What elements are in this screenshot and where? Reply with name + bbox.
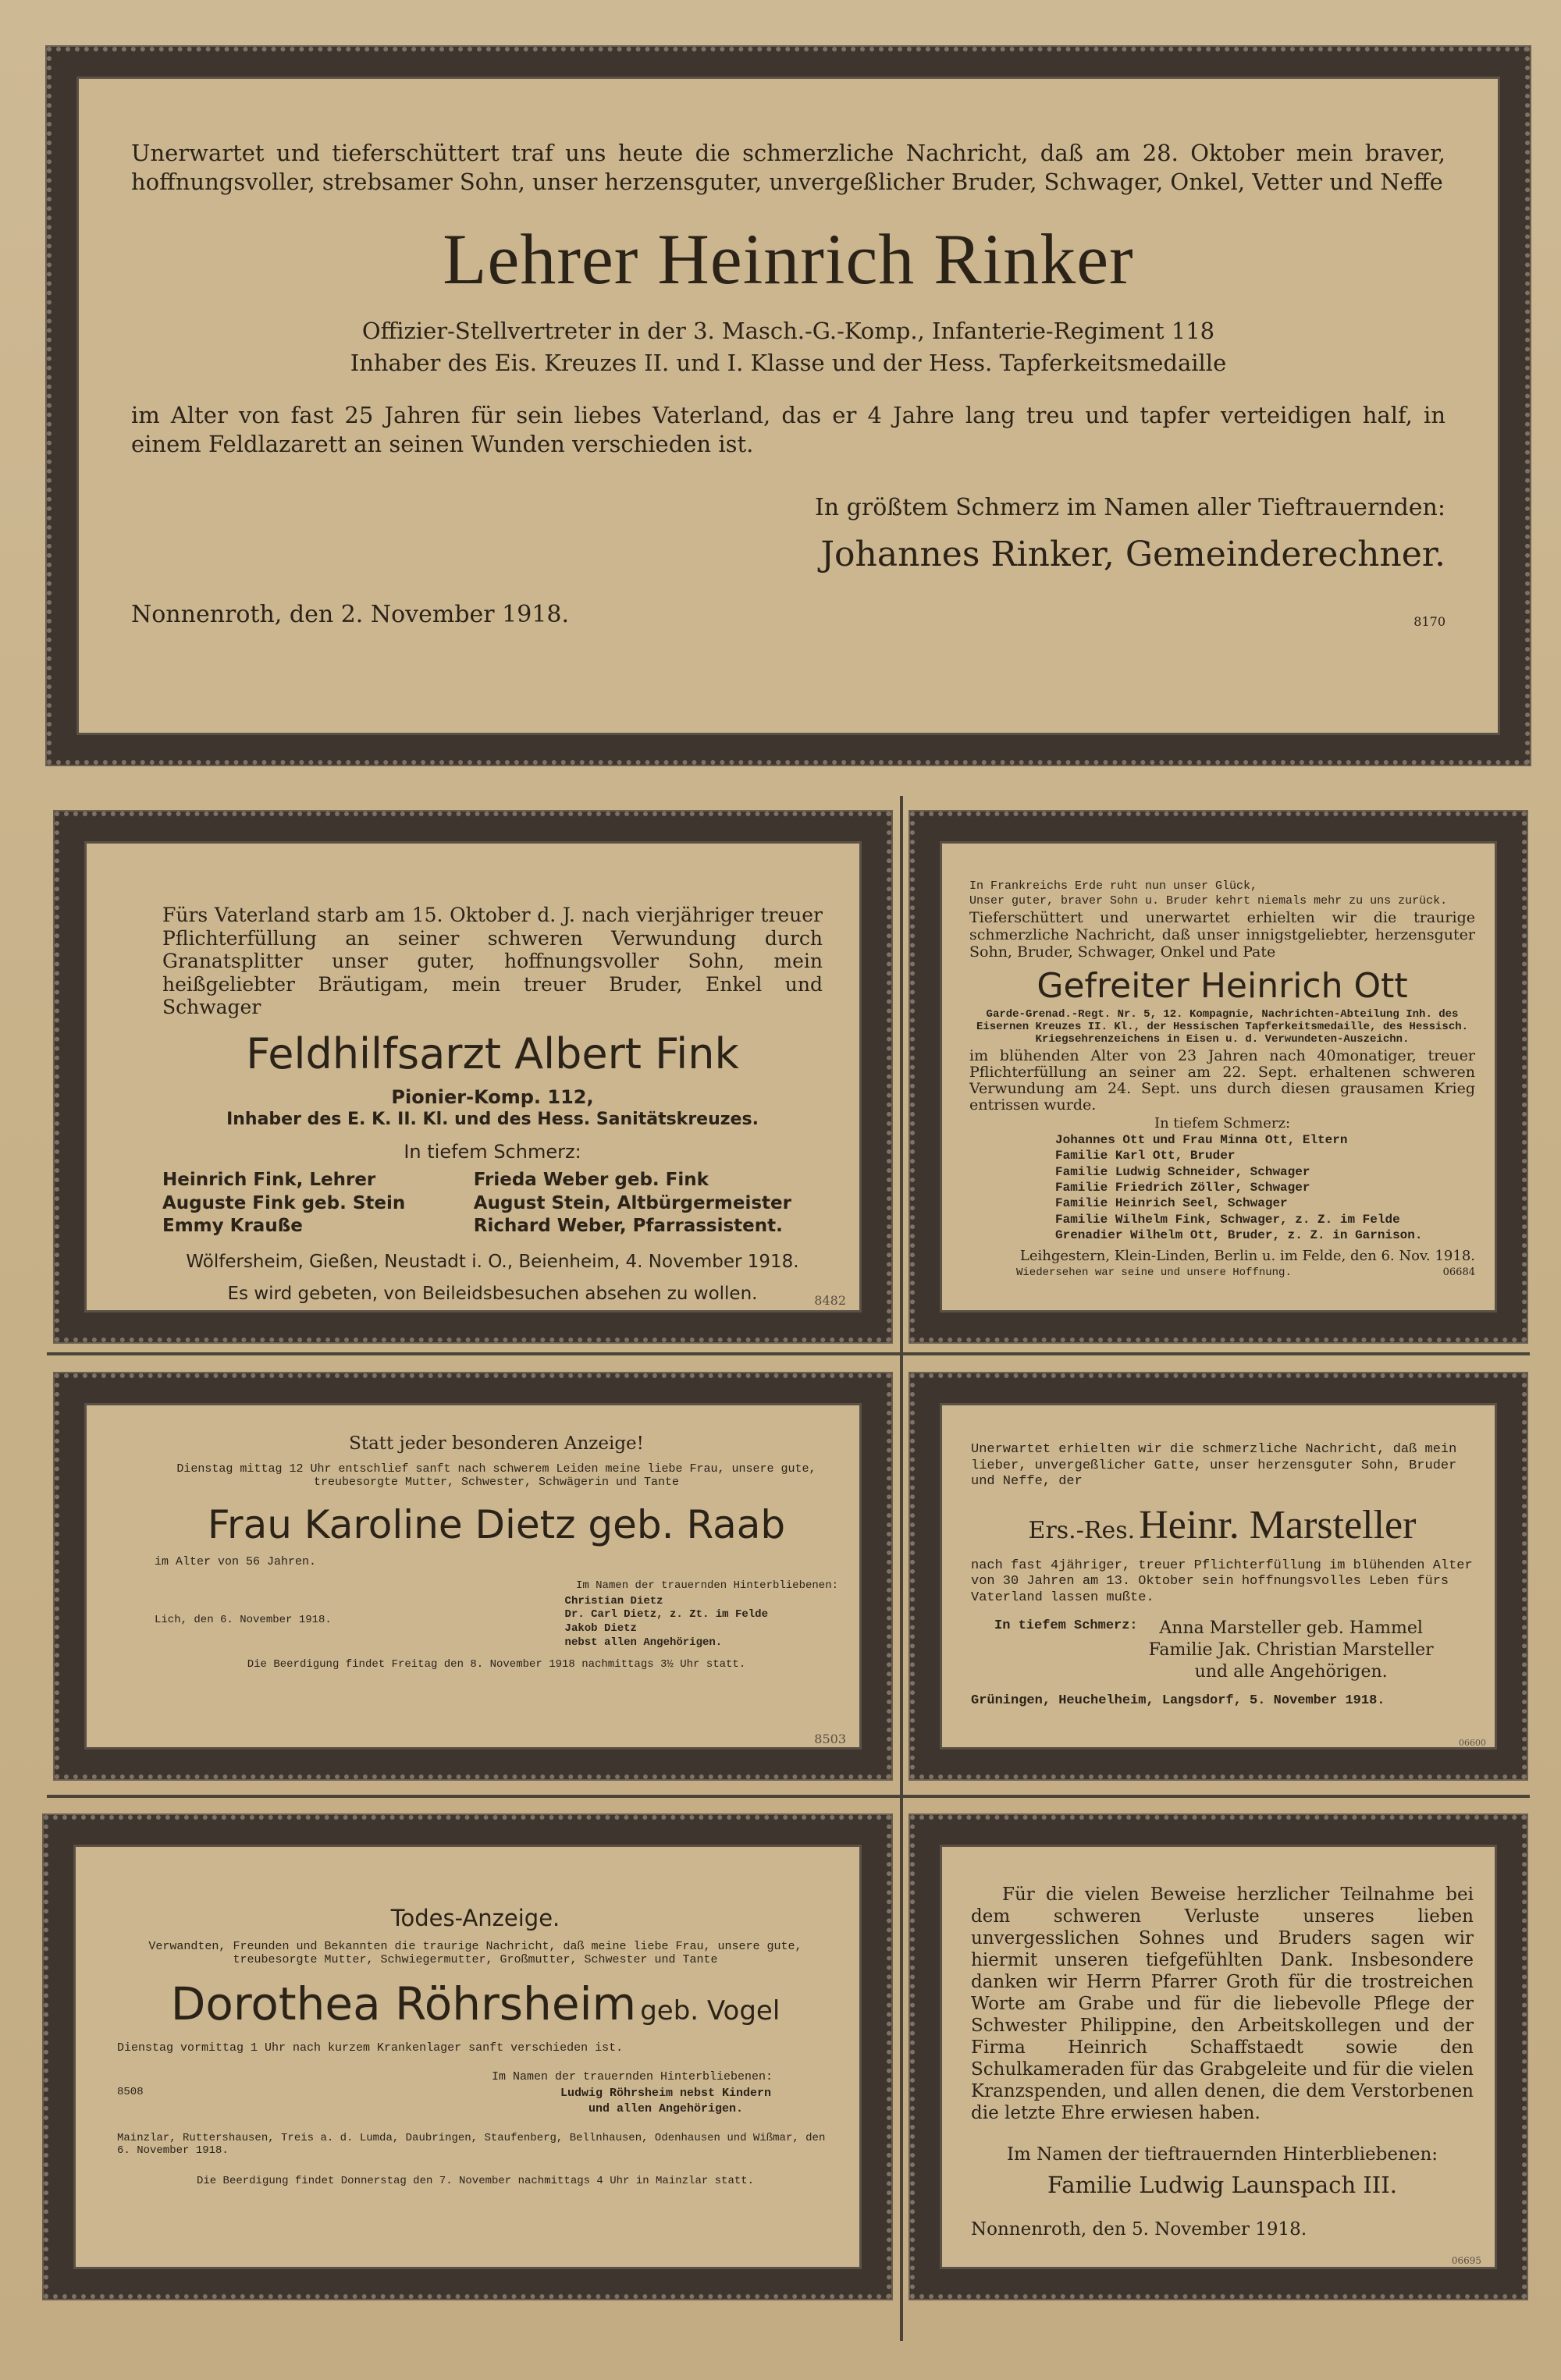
launspach-signer: Familie Ludwig Launspach III.: [1047, 2171, 1397, 2198]
dietz-mourners: [565, 1595, 768, 1651]
roehrsheim-name-line: [117, 1975, 834, 2033]
marsteller-place-date: Grüningen, Heuchelheim, Langsdorf, 5. November 1918.: [971, 1693, 1385, 1709]
roehrsheim-mourners: [560, 2086, 771, 2115]
launspach-mourning: Im Namen der tieftrauernden Hinterbliebenen:: [1006, 2144, 1438, 2165]
fink-mourner: Auguste Fink geb. Stein: [162, 1192, 406, 1213]
dietz-mourner: Dr. Carl Dietz, z. Zt. im Felde: [564, 1608, 768, 1622]
ott-mourner: Grenadier Wilhelm Ott, Bruder, z. Z. in Garnison.: [1055, 1228, 1423, 1243]
ott-mourner: Familie Karl Ott, Bruder: [1055, 1149, 1236, 1163]
marsteller-mourner: Anna Marsteller geb. Hammel: [1159, 1618, 1423, 1638]
dietz-mourner: Jakob Dietz: [564, 1622, 637, 1636]
dietz-mourner: Christian Dietz: [564, 1594, 663, 1607]
roehrsheim-name: Dorothea Röhrsheim: [170, 1977, 637, 2030]
fink-mourner: Emmy Krauße: [162, 1216, 303, 1237]
ott-mourning: In tiefem Schmerz:: [1154, 1114, 1291, 1131]
marsteller-intro: Unerwartet erhielten wir die schmerzliche Nachricht, daß mein lieber, unvergeßlicher Gatte, unser herzensguter Sohn, Bruder und Neffe, der: [971, 1442, 1457, 1490]
notice-fink: [55, 812, 891, 1342]
fink-mourners: [162, 1169, 823, 1238]
rinker-name: Lehrer Heinrich Rinker: [443, 219, 1134, 300]
fink-mourner: Frieda Weber geb. Fink: [473, 1170, 709, 1191]
marsteller-name: Heinr. Marsteller: [1139, 1503, 1417, 1548]
launspach-ad-number: 06695: [1451, 2255, 1481, 2266]
marsteller-mourner: und alle Angehörigen.: [1194, 1662, 1388, 1682]
marsteller-name-line: [971, 1500, 1474, 1552]
roehrsheim-name-suffix: geb. Vogel: [640, 1995, 780, 2027]
rinker-ad-number: 8170: [1413, 614, 1445, 630]
roehrsheim-mourning: Im Namen der trauernden Hinterbliebenen:: [492, 2070, 773, 2084]
notice-dietz: [55, 1373, 891, 1779]
dietz-ad-number: 8503: [814, 1732, 846, 1746]
ott-mourner: Familie Ludwig Schneider, Schwager: [1055, 1164, 1310, 1179]
rinker-place-date: Nonnenroth, den 2. November 1918.: [131, 601, 570, 629]
marsteller-mourner: Familie Jak. Christian Marsteller: [1148, 1640, 1434, 1661]
marsteller-ad-number: 06600: [1459, 1738, 1486, 1748]
notice-ott: [910, 812, 1527, 1342]
roehrsheim-intro: Verwandten, Freunden und Bekannten die traurige Nachricht, daß meine liebe Frau, unsere gute, treubesorgte Mutter, Schwiegermutter, Großmutter, Schwester und Tante: [148, 1940, 802, 1966]
fink-ad-number: 8482: [814, 1293, 846, 1308]
dietz-header: Statt jeder besonderen Anzeige!: [349, 1433, 644, 1454]
ott-body: im blühenden Alter von 23 Jahren nach 40monatiger, treuer Pflichterfüllung an seiner am 22. Sept. erhaltenen schweren Verwundung am 24. Sept. uns durch diesen grausamen Krieg entrissen wurde.: [969, 1046, 1475, 1114]
notice-roehrsheim: [44, 1815, 891, 2299]
ott-mourner: Familie Wilhelm Fink, Schwager, z. Z. im Felde: [1055, 1212, 1400, 1227]
marsteller-rank: Ers.-Res.: [1028, 1517, 1136, 1545]
ott-mourner: Johannes Ott und Frau Minna Ott, Eltern: [1055, 1132, 1348, 1147]
notice-launspach: [910, 1815, 1527, 2299]
fink-mourners-left: [162, 1169, 405, 1238]
fink-unit-line1: Pionier-Komp. 112,: [391, 1085, 594, 1108]
dietz-name: Frau Karoline Dietz geb. Raab: [207, 1502, 786, 1548]
column-divider: [900, 796, 903, 2341]
ott-mourners: [1055, 1132, 1475, 1244]
rinker-signer: Johannes Rinker, Gemeinderechner.: [820, 534, 1445, 574]
ott-mourner: Familie Friedrich Zöller, Schwager: [1055, 1181, 1310, 1195]
marsteller-body: nach fast 4jähriger, treuer Pflichterfüllung im blühenden Alter von 30 Jahren am 13. Oktober sein hoffnungsvolles Leben fürs Vaterland lassen mußte.: [971, 1558, 1473, 1606]
fink-mourner: Richard Weber, Pfarrassistent.: [473, 1216, 783, 1237]
roehrsheim-funeral: Die Beerdigung findet Donnerstag den 7. November nachmittags 4 Uhr in Mainzlar statt.: [196, 2175, 755, 2188]
dietz-place-date: Lich, den 6. November 1918.: [155, 1613, 332, 1626]
ott-unit: Garde-Grenad.-Regt. Nr. 5, 12. Kompagnie, Nachrichten-Abteilung Inh. des Eisernen Kreuzes II. Kl., der Hessischen Tapferkeitsmedaille, des Hessisch. Kriegsehrenzeichens in Eisen u. d. Verwundeten-Auszeichn.: [976, 1008, 1469, 1046]
dietz-intro: Dienstag mittag 12 Uhr entschlief sanft nach schwerem Leiden meine liebe Frau, unsere gute, treubesorgte Mutter, Schwester, Schwägerin und Tante: [176, 1462, 816, 1489]
ott-motto-line1: In Frankreichs Erde ruht nun unser Glück,: [969, 879, 1258, 893]
row-divider-1: [47, 1352, 1530, 1355]
launspach-place-date: Nonnenroth, den 5. November 1918.: [971, 2219, 1307, 2240]
roehrsheim-body: Dienstag vormittag 1 Uhr nach kurzem Krankenlager sanft verschieden ist.: [117, 2041, 624, 2055]
dietz-mourning: Im Namen der trauernden Hinterbliebenen:: [575, 1579, 838, 1592]
ott-place-date: Leihgestern, Klein-Linden, Berlin u. im Felde, den 6. Nov. 1918.: [1019, 1247, 1475, 1264]
roehrsheim-ad-number: 8508: [117, 2086, 144, 2099]
dietz-mourner: nebst allen Angehörigen.: [564, 1636, 723, 1650]
fink-request: Es wird gebeten, von Beileidsbesuchen absehen zu wollen.: [227, 1283, 758, 1304]
rinker-rank-line2: Inhaber des Eis. Kreuzes II. und I. Klasse und der Hess. Tapferkeitsmedaille: [350, 350, 1227, 377]
marsteller-mourning: In tiefem Schmerz:: [994, 1618, 1138, 1633]
dietz-funeral: Die Beerdigung findet Freitag den 8. November 1918 nachmittags 3½ Uhr statt.: [247, 1658, 746, 1671]
ott-motto-line2: Unser guter, braver Sohn u. Bruder kehrt niemals mehr zu uns zurück.: [969, 894, 1448, 908]
notice-marsteller: [910, 1373, 1527, 1779]
ott-ad-number: 06684: [1442, 1266, 1475, 1278]
marsteller-mourners: [1149, 1618, 1434, 1683]
fink-mourner: Heinrich Fink, Lehrer: [162, 1170, 376, 1191]
marsteller-mourners-block: [971, 1618, 1474, 1683]
row-divider-2: [47, 1795, 1530, 1798]
rinker-intro: Unerwartet und tieferschüttert traf uns heute die schmerzliche Nachricht, daß am 28. Oktober mein braver, hoffnungsvoller, strebsamer Sohn, unser herzensguter, unvergeßlicher Bruder, Schwager, Onkel, Vetter und Neffe: [131, 140, 1445, 196]
roehrsheim-header: Todes-Anzeige.: [390, 1905, 560, 1931]
fink-name: Feldhilfsarzt Albert Fink: [246, 1028, 739, 1078]
launspach-body: Für die vielen Beweise herzlicher Teilnahme bei dem schweren Verluste unseres lieben unvergesslichen Sohnes und Bruders sagen wir hiermit unseren tiefgefühlten Dank. Insbesondere danken wir Herrn Pfarrer Groth für die trostreichen Worte am Grabe und für die liebevolle Pflege der Schwester Philippine, den Arbeitskollegen und der Firma Heinrich Schaffstaedt sowie den Schulkameraden für das Grabgeleite und für die vielen Kranzspenden, und allen denen, die dem Verstorbenen die letzte Ehre erwiesen haben.: [971, 1884, 1474, 2124]
fink-intro: Fürs Vaterland starb am 15. Oktober d. J. nach vierjähriger treuer Pflichterfüllung an seiner schweren Verwundung durch Granatsplitter unser guter, hoffnungsvoller Sohn, mein heißgeliebter Bräutigam, mein treuer Bruder, Enkel und Schwager: [162, 904, 823, 1018]
roehrsheim-places: Mainzlar, Ruttershausen, Treis a. d. Lumda, Daubringen, Staufenberg, Bellnhausen, Odenhausen und Wißmar, den 6. November 1918.: [117, 2131, 826, 2158]
fink-mourners-right: [474, 1169, 791, 1238]
fink-mourner: August Stein, Altbürgermeister: [473, 1192, 791, 1213]
notice-rinker: [47, 47, 1530, 765]
ott-closing: Wiedersehen war seine und unsere Hoffnung.: [1016, 1266, 1292, 1279]
roehrsheim-mourner: und allen Angehörigen.: [588, 2101, 743, 2115]
dietz-age: im Alter von 56 Jahren.: [155, 1555, 317, 1569]
fink-unit-line2: Inhaber des E. K. II. Kl. und des Hess. Sanitätskreuzes.: [226, 1110, 759, 1130]
rinker-mourning: In größtem Schmerz im Namen aller Tieftrauernden:: [814, 494, 1445, 522]
fink-mourning: In tiefem Schmerz:: [404, 1141, 581, 1163]
rinker-rank-line1: Offizier-Stellvertreter in der 3. Masch.-G.-Komp., Infanterie-Regiment 118: [361, 317, 1215, 344]
fink-place-date: Wölfersheim, Gießen, Neustadt i. O., Beienheim, 4. November 1918.: [186, 1251, 799, 1272]
roehrsheim-mourner: Ludwig Röhrsheim nebst Kindern: [560, 2087, 771, 2101]
ott-mourner: Familie Heinrich Seel, Schwager: [1055, 1196, 1288, 1211]
ott-intro: Tieferschüttert und unerwartet erhielten wir die traurige schmerzliche Nachricht, daß unser innigstgeliebter, herzensguter Sohn, Bruder, Schwager, Onkel und Pate: [969, 909, 1475, 961]
ott-name: Gefreiter Heinrich Ott: [1037, 965, 1408, 1006]
rinker-body: im Alter von fast 25 Jahren für sein liebes Vaterland, das er 4 Jahre lang treu und tapfer verteidigen half, in einem Feldlazarett an seinen Wunden verschieden ist.: [131, 402, 1445, 458]
